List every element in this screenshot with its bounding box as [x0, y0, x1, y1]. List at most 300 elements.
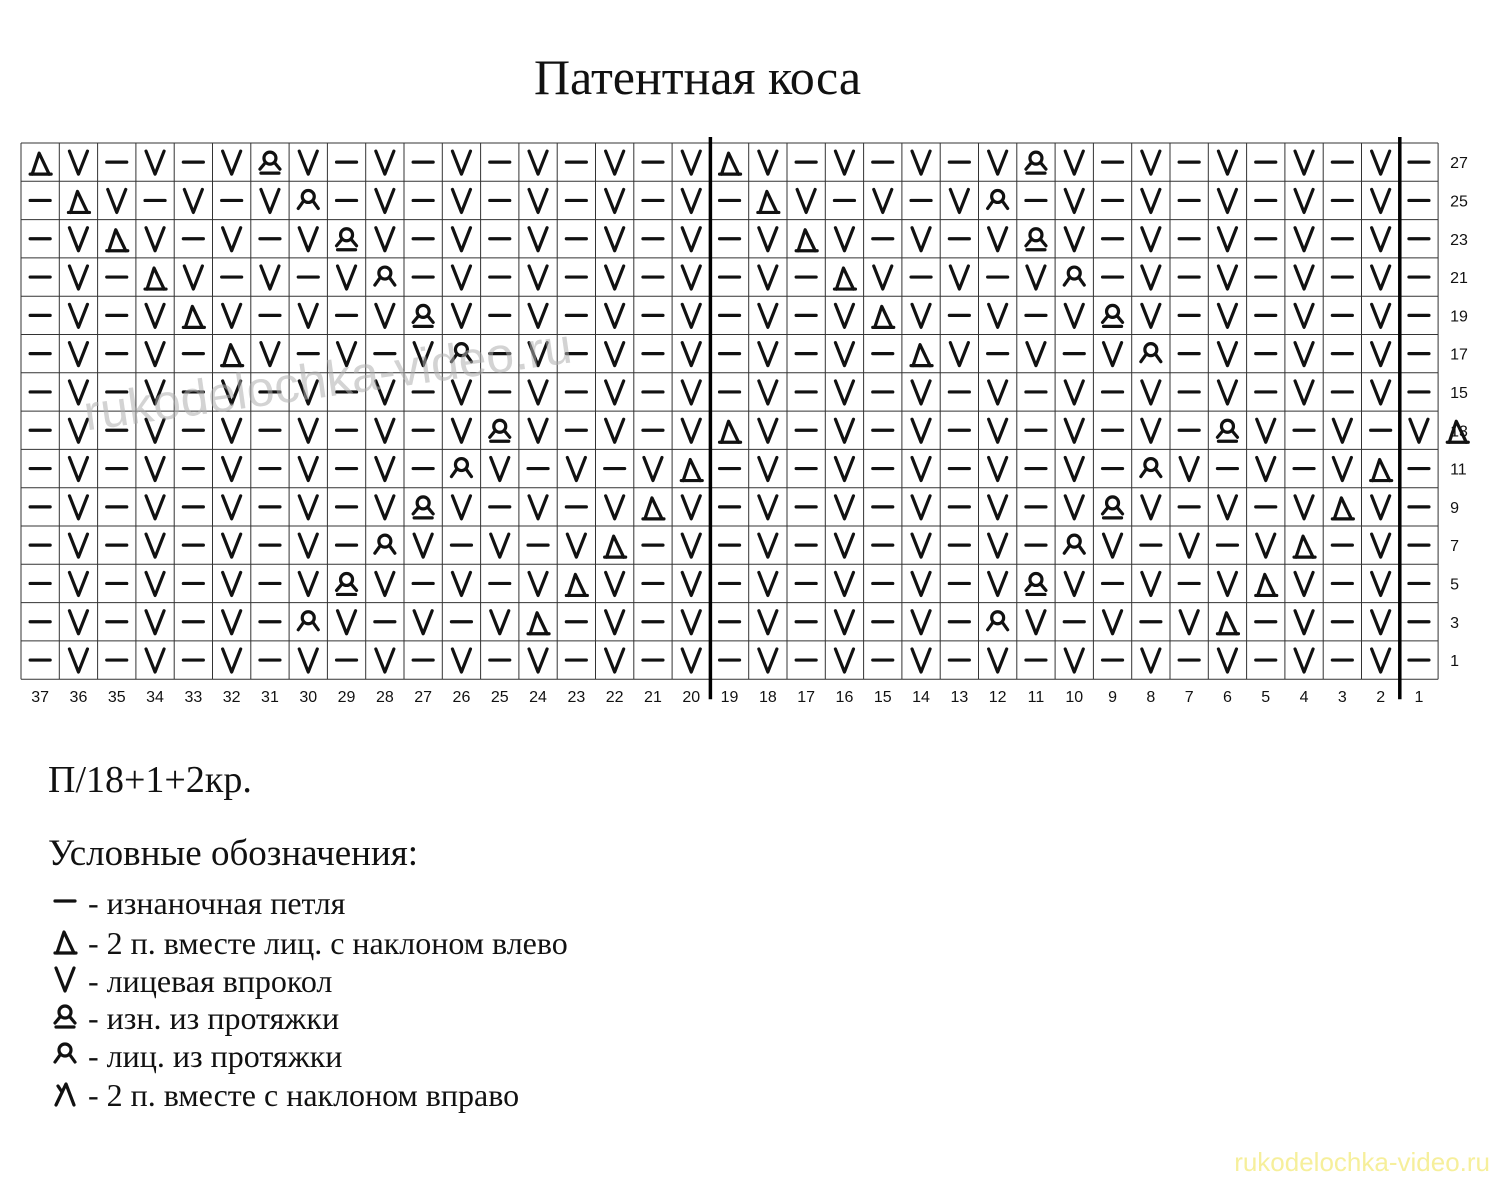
knit-below-symbol	[299, 419, 317, 442]
knit-below-symbol	[529, 266, 547, 289]
knit-below-symbol	[835, 649, 853, 672]
knit-below-symbol	[1295, 611, 1313, 634]
knit-below-symbol	[644, 458, 662, 481]
knit-below-symbol	[452, 228, 470, 251]
column-label: 20	[682, 689, 701, 707]
knit-below-symbol	[1372, 304, 1390, 327]
knit-below-symbol	[376, 228, 394, 251]
knit-below-symbol	[1180, 458, 1198, 481]
knit-below-symbol	[759, 611, 777, 634]
k2tog-left-symbol	[1217, 613, 1238, 634]
row-label: 25	[1450, 193, 1468, 211]
legend-item-k2tog-right	[48, 1076, 948, 1114]
knit-below-symbol	[1180, 534, 1198, 557]
knit-below-symbol	[69, 343, 87, 366]
knit-below-symbol	[146, 343, 164, 366]
knit-below-symbol	[874, 266, 892, 289]
knit-below-symbol	[567, 458, 585, 481]
column-label: 30	[299, 689, 318, 707]
knit-below-symbol	[950, 343, 968, 366]
knit-below-symbol	[835, 572, 853, 595]
knit-below-symbol	[606, 343, 624, 366]
purl-from-bar-symbol	[1026, 573, 1046, 594]
knit-below-symbol	[835, 419, 853, 442]
knit-below-symbol	[261, 266, 279, 289]
column-label: 9	[1108, 689, 1118, 707]
row-label: 27	[1450, 155, 1468, 173]
column-label: 3	[1337, 689, 1347, 707]
knit-below-symbol	[223, 572, 241, 595]
legend-label: - лицевая впрокол	[88, 963, 333, 999]
knit-below-symbol	[1065, 419, 1083, 442]
column-label: 27	[414, 689, 433, 707]
knit-below-symbol	[1257, 458, 1275, 481]
knit-below-symbol	[759, 343, 777, 366]
knit-below-symbol	[1218, 572, 1236, 595]
knit-below-symbol	[1218, 649, 1236, 672]
legend-title: Условные обозначения:	[48, 833, 419, 874]
knit-below-symbol	[835, 611, 853, 634]
purl-from-bar-symbol	[1103, 497, 1123, 518]
row-label: 5	[1450, 576, 1460, 594]
knit-below-symbol	[452, 572, 470, 595]
knit-below-symbol	[682, 151, 700, 174]
knit-below-symbol	[1065, 304, 1083, 327]
knit-below-symbol	[759, 266, 777, 289]
knit-below-symbol	[759, 496, 777, 519]
knit-below-symbol	[414, 611, 432, 634]
column-label: 19	[720, 689, 739, 707]
knit-below-symbol	[146, 572, 164, 595]
knit-below-symbol	[452, 151, 470, 174]
knit-below-symbol	[1065, 228, 1083, 251]
column-label: 34	[146, 689, 164, 707]
knit-below-symbol	[376, 572, 394, 595]
knit-below-symbol	[989, 534, 1007, 557]
knit-below-symbol	[529, 151, 547, 174]
knit-below-symbol	[1104, 534, 1122, 557]
knit-below-symbol	[1065, 572, 1083, 595]
knit-below-symbol	[1257, 534, 1275, 557]
knit-below-symbol	[1027, 343, 1045, 366]
knit-below-symbol	[1218, 381, 1236, 404]
knit-below-symbol	[146, 496, 164, 519]
knit-from-bar-symbol	[375, 535, 395, 553]
knit-below-symbol	[338, 611, 356, 634]
k2tog-left-symbol	[911, 345, 932, 366]
knit-below-symbol	[1295, 228, 1313, 251]
knit-below-symbol	[376, 419, 394, 442]
purl-from-bar-symbol	[260, 152, 280, 173]
column-label: 23	[567, 689, 586, 707]
knit-below-symbol	[759, 381, 777, 404]
knit-below-symbol	[146, 534, 164, 557]
legend-symbol	[55, 1006, 75, 1027]
knit-below-symbol	[69, 458, 87, 481]
knit-below-symbol	[223, 458, 241, 481]
knit-below-symbol	[69, 304, 87, 327]
knit-below-symbol	[835, 458, 853, 481]
legend-item-purl	[48, 884, 948, 922]
knit-below-symbol	[606, 381, 624, 404]
knit-below-symbol	[1104, 343, 1122, 366]
knit-below-symbol	[1142, 572, 1160, 595]
knit-below-symbol	[912, 572, 930, 595]
knit-below-symbol	[299, 649, 317, 672]
knit-below-symbol	[682, 572, 700, 595]
knit-below-symbol	[1065, 458, 1083, 481]
k2tog-left-symbol	[720, 153, 741, 174]
knit-below-symbol	[682, 189, 700, 212]
k2tog-left-symbol	[1294, 536, 1315, 557]
k2tog-left-symbol	[566, 574, 587, 595]
k2tog-left-symbol	[30, 153, 51, 174]
knit-below-symbol	[682, 496, 700, 519]
knit-below-symbol	[1333, 458, 1351, 481]
knit-from-bar-symbol	[298, 190, 318, 208]
row-label: 15	[1450, 384, 1468, 402]
knit-below-symbol	[146, 228, 164, 251]
knit-below-symbol	[69, 611, 87, 634]
knit-below-symbol	[606, 228, 624, 251]
chart-title: Патентная коса	[533, 49, 862, 105]
knit-below-symbol	[146, 304, 164, 327]
knit-below-symbol	[912, 381, 930, 404]
knit-below-symbol	[1372, 649, 1390, 672]
knit-below-symbol	[184, 189, 202, 212]
column-label: 12	[988, 689, 1007, 707]
knit-below-symbol	[989, 458, 1007, 481]
knit-below-symbol	[989, 228, 1007, 251]
knit-below-symbol	[376, 496, 394, 519]
knit-below-symbol	[759, 458, 777, 481]
watermark: rukodelochka-video.ru	[80, 317, 576, 442]
knit-below-symbol	[1372, 496, 1390, 519]
knit-below-symbol	[989, 572, 1007, 595]
purl-from-bar-symbol	[413, 305, 433, 326]
knit-below-symbol	[261, 189, 279, 212]
k2tog-right-icon	[48, 1076, 82, 1114]
knit-below-symbol	[376, 458, 394, 481]
legend-symbol	[56, 968, 74, 991]
knit-below-symbol	[452, 496, 470, 519]
column-label: 36	[69, 689, 88, 707]
knit-below-symbol	[1218, 496, 1236, 519]
knit-below-symbol	[1295, 572, 1313, 595]
knit-below-symbol	[69, 649, 87, 672]
column-label: 21	[644, 689, 662, 707]
knit-below-symbol	[989, 419, 1007, 442]
k2tog-left-symbol	[145, 268, 166, 289]
knit-below-symbol	[606, 649, 624, 672]
k2tog-left-symbol	[107, 230, 128, 251]
knit-below-symbol	[1372, 572, 1390, 595]
knit-below-symbol	[1333, 419, 1351, 442]
knit-below-symbol	[1218, 189, 1236, 212]
knit-below-symbol	[1372, 189, 1390, 212]
knit-below-symbol	[912, 151, 930, 174]
k2tog-left-symbol	[605, 536, 626, 557]
knit-below-symbol	[529, 496, 547, 519]
column-label: 29	[337, 689, 356, 707]
knit-below-symbol	[759, 151, 777, 174]
legend-label: - 2 п. вместе лиц. с наклоном влево	[88, 925, 568, 961]
k2tog-left-symbol	[796, 230, 817, 251]
knit-below-symbol	[69, 151, 87, 174]
legend-symbol	[56, 1084, 74, 1105]
knit-below-symbol	[414, 534, 432, 557]
knit-below-symbol	[1065, 649, 1083, 672]
knit-below-symbol	[682, 228, 700, 251]
knit-below-symbol	[452, 649, 470, 672]
knit-below-symbol	[146, 611, 164, 634]
knit-below-symbol	[529, 419, 547, 442]
watermark-corner: rukodelochka-video.ru	[1234, 1147, 1490, 1177]
knit-below-symbol	[682, 649, 700, 672]
knit-below-symbol	[376, 151, 394, 174]
knit-below-symbol	[529, 189, 547, 212]
knit-below-symbol	[682, 419, 700, 442]
column-label: 33	[184, 689, 203, 707]
purl-from-bar-symbol	[1026, 229, 1046, 250]
knit-below-symbol	[1142, 304, 1160, 327]
knit-below-symbol	[567, 534, 585, 557]
k2tog-left-symbol	[528, 613, 549, 634]
knit-below-symbol	[223, 304, 241, 327]
legend-label: - изн. из протяжки	[88, 1000, 340, 1036]
knit-below-symbol	[1295, 343, 1313, 366]
column-label: 31	[261, 689, 279, 707]
knit-below-symbol	[797, 189, 815, 212]
knit-below-symbol	[223, 611, 241, 634]
knit-below-symbol	[338, 266, 356, 289]
knit-below-symbol	[529, 381, 547, 404]
column-label: 15	[873, 689, 892, 707]
column-label: 26	[452, 689, 471, 707]
knit-from-bar-symbol	[1064, 267, 1084, 285]
knit-below-symbol	[1027, 266, 1045, 289]
knit-below-symbol	[299, 496, 317, 519]
column-label: 32	[222, 689, 241, 707]
knit-below-symbol	[950, 189, 968, 212]
column-label: 25	[490, 689, 509, 707]
knit-below-symbol	[682, 266, 700, 289]
knit-below-symbol	[835, 151, 853, 174]
knit-below-symbol	[108, 189, 126, 212]
k2tog-left-symbol	[720, 421, 741, 442]
knit-below-symbol	[759, 572, 777, 595]
knit-below-symbol	[1180, 611, 1198, 634]
knit-below-symbol	[835, 496, 853, 519]
k2tog-left-symbol	[643, 498, 664, 519]
knit-below-symbol	[299, 228, 317, 251]
knit-below-symbol	[682, 381, 700, 404]
legend-label: - изнаночная петля	[88, 885, 346, 921]
knit-below-symbol	[759, 228, 777, 251]
knit-from-bar-symbol	[988, 612, 1008, 630]
knit-from-bar-symbol	[375, 267, 395, 285]
purl-from-bar-symbol	[337, 573, 357, 594]
knit-below-symbol	[299, 572, 317, 595]
knit-below-symbol	[1142, 649, 1160, 672]
purl-from-bar-symbol	[1103, 305, 1123, 326]
row-label: 1	[1450, 653, 1460, 671]
knit-below-symbol	[912, 496, 930, 519]
knit-below-symbol	[491, 458, 509, 481]
knit-below-symbol	[146, 151, 164, 174]
knit-below-symbol	[606, 151, 624, 174]
column-label: 4	[1299, 689, 1309, 707]
knit-below-symbol	[606, 304, 624, 327]
column-label: 10	[1065, 689, 1084, 707]
knit-below-symbol	[1142, 228, 1160, 251]
knit-below-symbol	[1295, 381, 1313, 404]
k2tog-left-symbol	[1256, 574, 1277, 595]
knit-below-symbol	[491, 611, 509, 634]
knit-below-symbol	[69, 572, 87, 595]
knit-below-symbol	[1104, 611, 1122, 634]
knit-from-bar-symbol	[451, 459, 471, 477]
knit-below-symbol	[1065, 496, 1083, 519]
k2tog-left-symbol	[834, 268, 855, 289]
knit-below-symbol	[1295, 151, 1313, 174]
knit-below-symbol	[529, 572, 547, 595]
knit-below-symbol	[223, 228, 241, 251]
k2tog-left-symbol	[873, 306, 894, 327]
knit-below-symbol	[491, 534, 509, 557]
column-label: 14	[912, 689, 930, 707]
row-label: 13	[1450, 423, 1468, 441]
k2tog-left-icon	[48, 924, 82, 962]
purl-from-bar-icon	[48, 999, 82, 1037]
knit-below-symbol	[1142, 151, 1160, 174]
knit-below-icon	[48, 962, 82, 1000]
knit-below-symbol	[1065, 189, 1083, 212]
purl-from-bar-symbol	[337, 229, 357, 250]
column-label: 1	[1414, 689, 1424, 707]
knit-below-symbol	[989, 496, 1007, 519]
row-label: 19	[1450, 308, 1468, 326]
knit-below-symbol	[146, 458, 164, 481]
knit-below-symbol	[874, 189, 892, 212]
legend-label: - лиц. из протяжки	[88, 1038, 343, 1074]
knit-below-symbol	[989, 151, 1007, 174]
knit-below-symbol	[682, 534, 700, 557]
knit-below-symbol	[1372, 228, 1390, 251]
pattern-formula: П/18+1+2кр.	[48, 759, 252, 801]
knit-below-symbol	[452, 419, 470, 442]
knit-below-symbol	[1065, 381, 1083, 404]
purl-from-bar-symbol	[1026, 152, 1046, 173]
legend-item-k2tog-left	[48, 924, 948, 962]
legend-item-knit-from-bar	[48, 1037, 948, 1075]
knit-below-symbol	[912, 228, 930, 251]
knit-below-symbol	[146, 649, 164, 672]
k2tog-left-symbol	[681, 460, 702, 481]
knit-below-symbol	[989, 381, 1007, 404]
knit-below-symbol	[1218, 151, 1236, 174]
knit-below-symbol	[1142, 381, 1160, 404]
knit-from-bar-symbol	[1141, 459, 1161, 477]
knit-below-symbol	[1372, 151, 1390, 174]
knit-below-symbol	[452, 304, 470, 327]
knit-below-symbol	[1295, 496, 1313, 519]
knit-below-symbol	[1295, 266, 1313, 289]
knit-below-symbol	[682, 304, 700, 327]
row-label: 23	[1450, 231, 1468, 249]
legend-label: - 2 п. вместе с наклоном вправо	[88, 1077, 520, 1113]
knit-below-symbol	[912, 611, 930, 634]
column-label: 35	[107, 689, 126, 707]
column-label: 37	[31, 689, 50, 707]
knit-below-symbol	[759, 649, 777, 672]
knit-below-symbol	[1027, 611, 1045, 634]
k2tog-left-symbol	[758, 191, 779, 212]
knit-below-symbol	[912, 649, 930, 672]
knit-below-symbol	[912, 419, 930, 442]
knit-below-symbol	[1218, 304, 1236, 327]
column-label: 7	[1184, 689, 1194, 707]
knit-below-symbol	[759, 534, 777, 557]
knit-below-symbol	[835, 228, 853, 251]
knit-below-symbol	[950, 266, 968, 289]
knit-below-symbol	[223, 649, 241, 672]
knit-below-symbol	[1372, 611, 1390, 634]
purl-from-bar-symbol	[1217, 420, 1237, 441]
column-label: 11	[1027, 689, 1045, 707]
knit-below-symbol	[69, 534, 87, 557]
column-label: 16	[835, 689, 854, 707]
column-label: 2	[1376, 689, 1386, 707]
knit-below-symbol	[1065, 151, 1083, 174]
legend-symbol	[55, 932, 76, 953]
k2tog-left-symbol	[1332, 498, 1353, 519]
knit-below-symbol	[184, 266, 202, 289]
knit-below-symbol	[989, 304, 1007, 327]
knit-below-symbol	[299, 534, 317, 557]
column-label: 13	[950, 689, 969, 707]
column-label: 8	[1146, 689, 1156, 707]
knit-below-symbol	[912, 304, 930, 327]
knit-below-symbol	[299, 458, 317, 481]
purl-icon	[48, 884, 82, 922]
knit-below-symbol	[1142, 419, 1160, 442]
row-label: 21	[1450, 270, 1468, 288]
knit-below-symbol	[682, 611, 700, 634]
knit-below-symbol	[606, 496, 624, 519]
knit-below-symbol	[1372, 343, 1390, 366]
knit-below-symbol	[223, 534, 241, 557]
knit-below-symbol	[606, 266, 624, 289]
knit-below-symbol	[529, 228, 547, 251]
column-label: 6	[1222, 689, 1232, 707]
knit-below-symbol	[376, 304, 394, 327]
knit-below-symbol	[1142, 189, 1160, 212]
column-label: 18	[758, 689, 777, 707]
knit-below-symbol	[1295, 649, 1313, 672]
knit-below-symbol	[759, 304, 777, 327]
knit-below-symbol	[69, 496, 87, 519]
knit-below-symbol	[912, 458, 930, 481]
knit-below-symbol	[606, 419, 624, 442]
knit-below-symbol	[1142, 496, 1160, 519]
knit-below-symbol	[835, 343, 853, 366]
knit-from-bar-symbol	[988, 190, 1008, 208]
knit-from-bar-symbol	[1141, 344, 1161, 362]
knit-below-symbol	[1218, 343, 1236, 366]
row-label: 9	[1450, 499, 1460, 517]
knit-below-symbol	[1372, 534, 1390, 557]
